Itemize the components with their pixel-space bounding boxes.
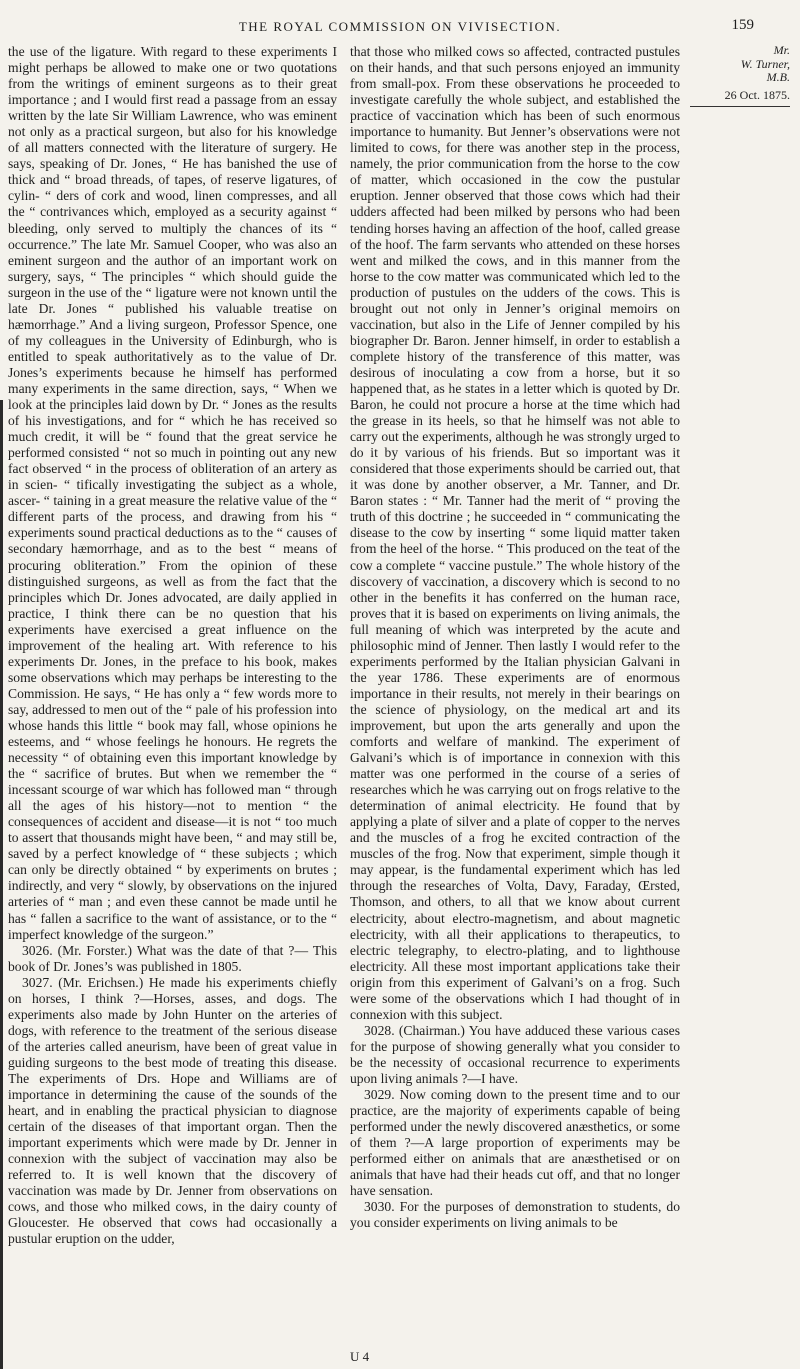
header-title: THE ROYAL COMMISSION ON VIVISECTION. <box>238 19 562 34</box>
margin-witness-degree: M.B. <box>766 70 790 84</box>
page-number: 159 <box>731 17 754 33</box>
margin-witness-title: Mr. <box>773 43 790 57</box>
right-column <box>350 44 680 1231</box>
paragraph-left-2: 3026. (Mr. Forster.) What was the date of that ?— This book of Dr. Jones’s was published in 1805. <box>8 942 337 974</box>
paragraph-left-3: 3027. (Mr. Erichsen.) He made his experiments chiefly on horses, I think ?—Horses, asses, and dogs. The experiments also made by John Hunter on the arteries of dogs, with reference to the treatment of the serious disease of the arteries called aneurism, have been of great value in guiding surgeons to the best mode of treating this disease. The experiments of Drs. Hope and Williams are of importance in determining the cause of the sounds of the heart, and in enabling the practical physician to diagnose certain of the diseases of that important organ. Then the important experiments which were made by Dr. Jenner in connexion with the subject of vaccination may also be referred to. It is well known that the discovery of vaccination was made by Dr. Jenner from observations on cows, and those who milked cows, in the dairy county of Gloucester. He observed that cows had occasionally a pustular eruption on the udder, <box>8 974 337 1247</box>
signature-mark: U 4 <box>350 1349 370 1364</box>
paragraph-right-4: 3030. For the purposes of demonstration to students, do you consider experiments on living animals to be <box>350 1199 680 1231</box>
margin-date: 26 Oct. 1875. <box>690 89 790 108</box>
margin-witness-name: W. Turner, <box>740 56 790 71</box>
margin-note <box>690 44 790 107</box>
paragraph-left-1: the use of the ligature. With regard to these experiments I might perhaps be allowed to make one or two quotations from the writings of eminent surgeons as to their great importance ; and I would first read a passage from an essay written by the late Sir William Lawrence, who was eminent not only as a practical surgeon, but also for his knowledge of all matters connected with the literature of surgery. He says, speaking of Dr. Jones, “ He has banished the use of thick and “ broad threads, of tapes, of reserve ligatures, of cylin- “ ders of cork and wood, linen compresses, and all the “ contrivances which, employed as a security against “ bleeding, only served to multiply the chances of its “ occurrence.” The late Mr. Samuel Cooper, who was also an eminent surgeon and the author of an important work on surgery, says, “ The principles “ which should guide the surgeon in the use of the “ ligature were not known until the late Dr. Jones “ published his valuable treatise on hæmorrhage.” And a living surgeon, Professor Spence, one of my colleagues in the University of Edinburgh, who is entitled to speak authoritatively as to the value of Dr. Jones’s experiments because he himself has performed many experiments in the same direction, says, “ When we look at the principles laid down by Dr. “ Jones as the results of his investigations, and for “ which he has received so much credit, it will be “ found that the great service he performed consisted “ not so much in pointing out any new fact observed “ in the process of obliteration of an artery as in scien- “ tifically investigating the subject as a whole, ascer- “ taining in a great measure the relative value of the “ different parts of the process, and drawing from his “ experiments sound practical deductions as to the “ causes of secondary hæmorrhage, and as to the best “ means of procuring obliteration.” From the opinion of these distinguished surgeons, as well as from the fact that the principles which Dr. Jones advocated, are daily applied in practice, I think there can be no question that his experiments have exercised a great influence on the improvement of the healing art. With reference to his experiments Dr. Jones, in the preface to his book, makes some observations which may perhaps be interesting to the Commission. He says, “ He has only a “ few words more to say, addressed to men out of the “ pale of his profession into whose hands this little “ book may fall, whose opinions he esteems, and “ whose feelings he honours. He regrets the necessity “ of obtaining even this important knowledge by the “ sacrifice of brutes. But when we remember the “ incessant scourge of war which has followed man “ through all the ages of his history—not to mention “ the consequences of accident and disease—it is not “ too much to assert that thousands might have been, “ and may still be, saved by a perfect knowledge of “ these subjects ; which can only be directly obtained “ by experiments on brutes ; indirectly, and very “ slowly, by observations on the injured arteries of “ man ; and even these cannot be made until he has “ fallen a sacrifice to the want of assistance, or to the “ imperfect knowledge of the surgeon.” <box>8 44 337 942</box>
paragraph-right-2: 3028. (Chairman.) You have adduced these various cases for the purpose of showing generally what you consider to be the necessity of occasional recurrence to experiments upon living animals ?—I have. <box>350 1022 680 1086</box>
paragraph-right-3: 3029. Now coming down to the present time and to our practice, are the majority of experiments capable of being performed under the newly discovered anæsthetics, or some of them ?—A large proportion of experiments may be performed either on animals that are anæsthetised or on animals that have had their heads cut off, and that no longer have sensation. <box>350 1087 680 1199</box>
paragraph-right-1: that those who milked cows so affected, contracted pustules on their hands, and that such persons enjoyed an immunity from small-pox. From these observations he proceeded to investigate carefully the whole subject, and established the practice of vaccination which has been of such enormous importance to humanity. But Jenner’s observations were not limited to cows, for there was another step in the process, namely, the prior communication from the horse to the cow of matter, which occasioned in the cow the pustular eruption. Jenner observed that those cows which had their udders affected had been milked by persons who had been tending horses having an affection of the hoof, called grease of the hoof. The farm servants who attended on these horses went and milked the cows, and in this manner from the horse to the cow matter was communicated which led to the production of pustules on the udders of the cows. This is brought out not only in Jenner’s original memoirs on vaccination, but also in the Life of Jenner compiled by his biographer Dr. Baron. Jenner himself, in order to establish a complete history of the transference of this matter, was desirous of inoculating a cow from a horse, but it so happened that, as he states in a letter which is quoted by Dr. Baron, he could not procure a horse at the time which had the grease in its heels, so that he himself was not able to carry out the experiments, although he was strongly urged to do it by various of his friends. But so important was it considered that those experiments should be carried out, that it was done by another observer, a Mr. Tanner, and Dr. Baron states : “ Mr. Tanner had the merit of “ proving the truth of this doctrine ; he succeeded in “ communicating the disease to the cow by inserting “ some liquid matter taken from the heel of the horse. “ This produced on the teat of the cow a complete “ vaccine pustule.” The whole history of the discovery of vaccination, a discovery which is second to no other in the benefits it has conferred on the human race, proves that it is based on experiments on living animals, the full meaning of which was interpreted by the acute and philosophic mind of Jenner. Then lastly I would refer to the experiments performed by the Italian physician Galvani in the year 1786. These experiments are of enormous importance in their results, not merely in their bearings on the science of physiology, on the medical art and its improvement, but upon the arts generally and upon the comforts and welfare of mankind. The experiment of Galvani’s which is of importance in connexion with this matter was one performed in the course of a series of researches which he was carrying out on frogs relative to the determination of animal electricity. He found that by applying a plate of silver and a plate of copper to the nerves and the muscles of a frog he excited contraction of the muscles of the frog. Now that experiment, simple though it may appear, is the fundamental experiment which has led through the researches of Volta, Davy, Faraday, Œrsted, Thomson, and others, to all that we know about current electricity, about electro-magnetism, and about magnetic electricity, with all their applications to therapeutics, to electric telegraphy, to electro-plating, and to lighthouse electricity. All these most important applications take their origin from this experiment of Galvani’s on a frog. Such were some of the observations which I had thought of in connexion with this subject. <box>350 44 680 1022</box>
page-edge-shadow <box>0 400 3 1369</box>
running-header <box>0 16 800 38</box>
left-column <box>8 44 337 1248</box>
